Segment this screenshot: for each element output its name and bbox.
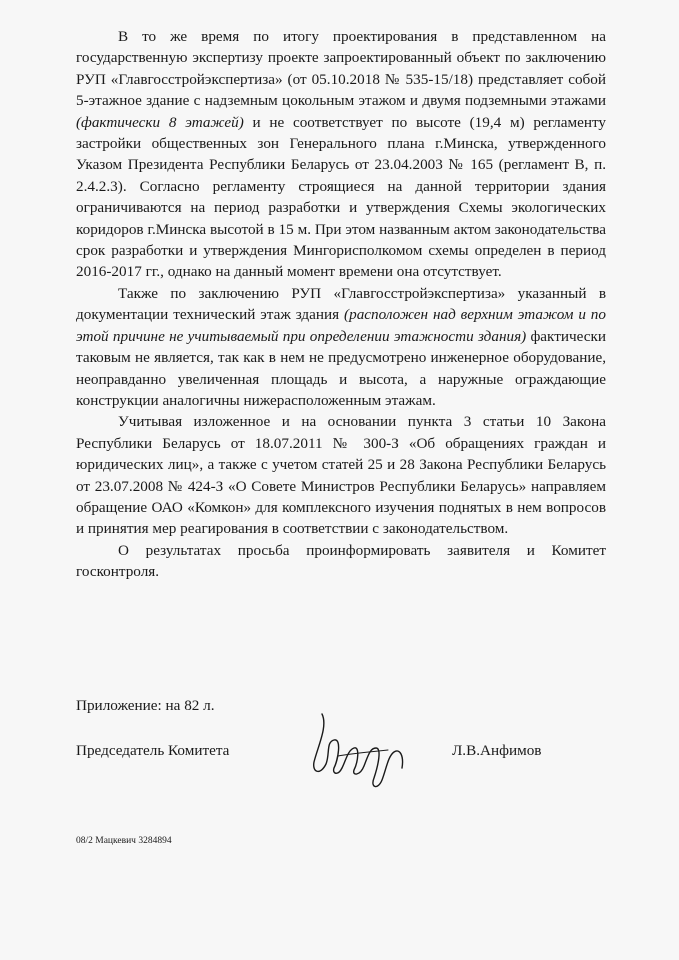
paragraph-text: и не соответствует по высоте (19,4 м) регламенту застройки общественных зон Генерального плана г.Минска, утвержденного Указом Президента Республики Беларусь от 23.04.2003 № 165 (регламент В, п. 2.4.2.3). Согласно регламенту строящиеся на данной территории здания ограничиваются на период разработки и утверждения Схемы экологических коридоров г.Минска высотой в 15 м. При этом названным актом законодательства срок разработки и утверждения Мингорисполкомом схемы определен в период 2016-2017 гг., однако на данный момент времени она отсутствует.: [76, 113, 607, 281]
signatory-name: Л.В.Анфимов: [452, 742, 542, 759]
body-paragraph: [76, 540, 606, 583]
paragraph-text: В то же время по итогу проектирования в представленном на государственную экспертизу проекте запроектированный объект по заключению РУП «Главгосстройэкспертиза» (от 05.10.2018 № 535-15/18) представляет собой 5-этажное здание с надземным цокольным этажом и двумя подземными этажами: [76, 28, 606, 110]
attachment-note: Приложение: на 82 л.: [76, 697, 215, 714]
paragraph-text: Учитывая изложенное и на основании пункта 3 статьи 10 Закона Республики Беларусь от 18.07.2011 № 300-З «Об обращениях граждан и юридических лиц», а также с учетом статей 25 и 28 Закона Республики Беларусь от 23.07.2008 № 424-З «О Совете Министров Республики Беларусь» направляем обращение ОАО «Комкон» для комплексного изучения поднятых в нем вопросов и принятия мер реагирования в соответствии с законодательством.: [76, 413, 606, 538]
paragraph-text: О результатах просьба проинформировать заявителя и Комитет госконтроля.: [76, 541, 606, 581]
signatory-title: Председатель Комитета: [76, 742, 230, 759]
italic-note: (фактически 8 этажей): [76, 113, 244, 131]
handwritten-signature: [308, 706, 418, 794]
italic-note: (расположен над верхним этажом и по этой причине не учитываемый при определении этажности здания): [76, 306, 606, 345]
body-paragraph: [76, 411, 606, 539]
executor-note: 08/2 Мацкевич 3284894: [76, 836, 172, 846]
body-paragraph: [76, 26, 606, 283]
paragraph-text: Также по заключению РУП «Главгосстройэкспертиза» указанный в документации технический этаж здания: [76, 284, 606, 324]
body-paragraph: [76, 283, 606, 411]
letter-body: [76, 26, 606, 583]
paragraph-text: фактически таковым не является, так как в нем не предусмотрено инженерное оборудование, неоправданно увеличенная площадь и высота, а наружные ограждающие конструкции аналогичны нижерасположенным этажам.: [76, 327, 606, 409]
